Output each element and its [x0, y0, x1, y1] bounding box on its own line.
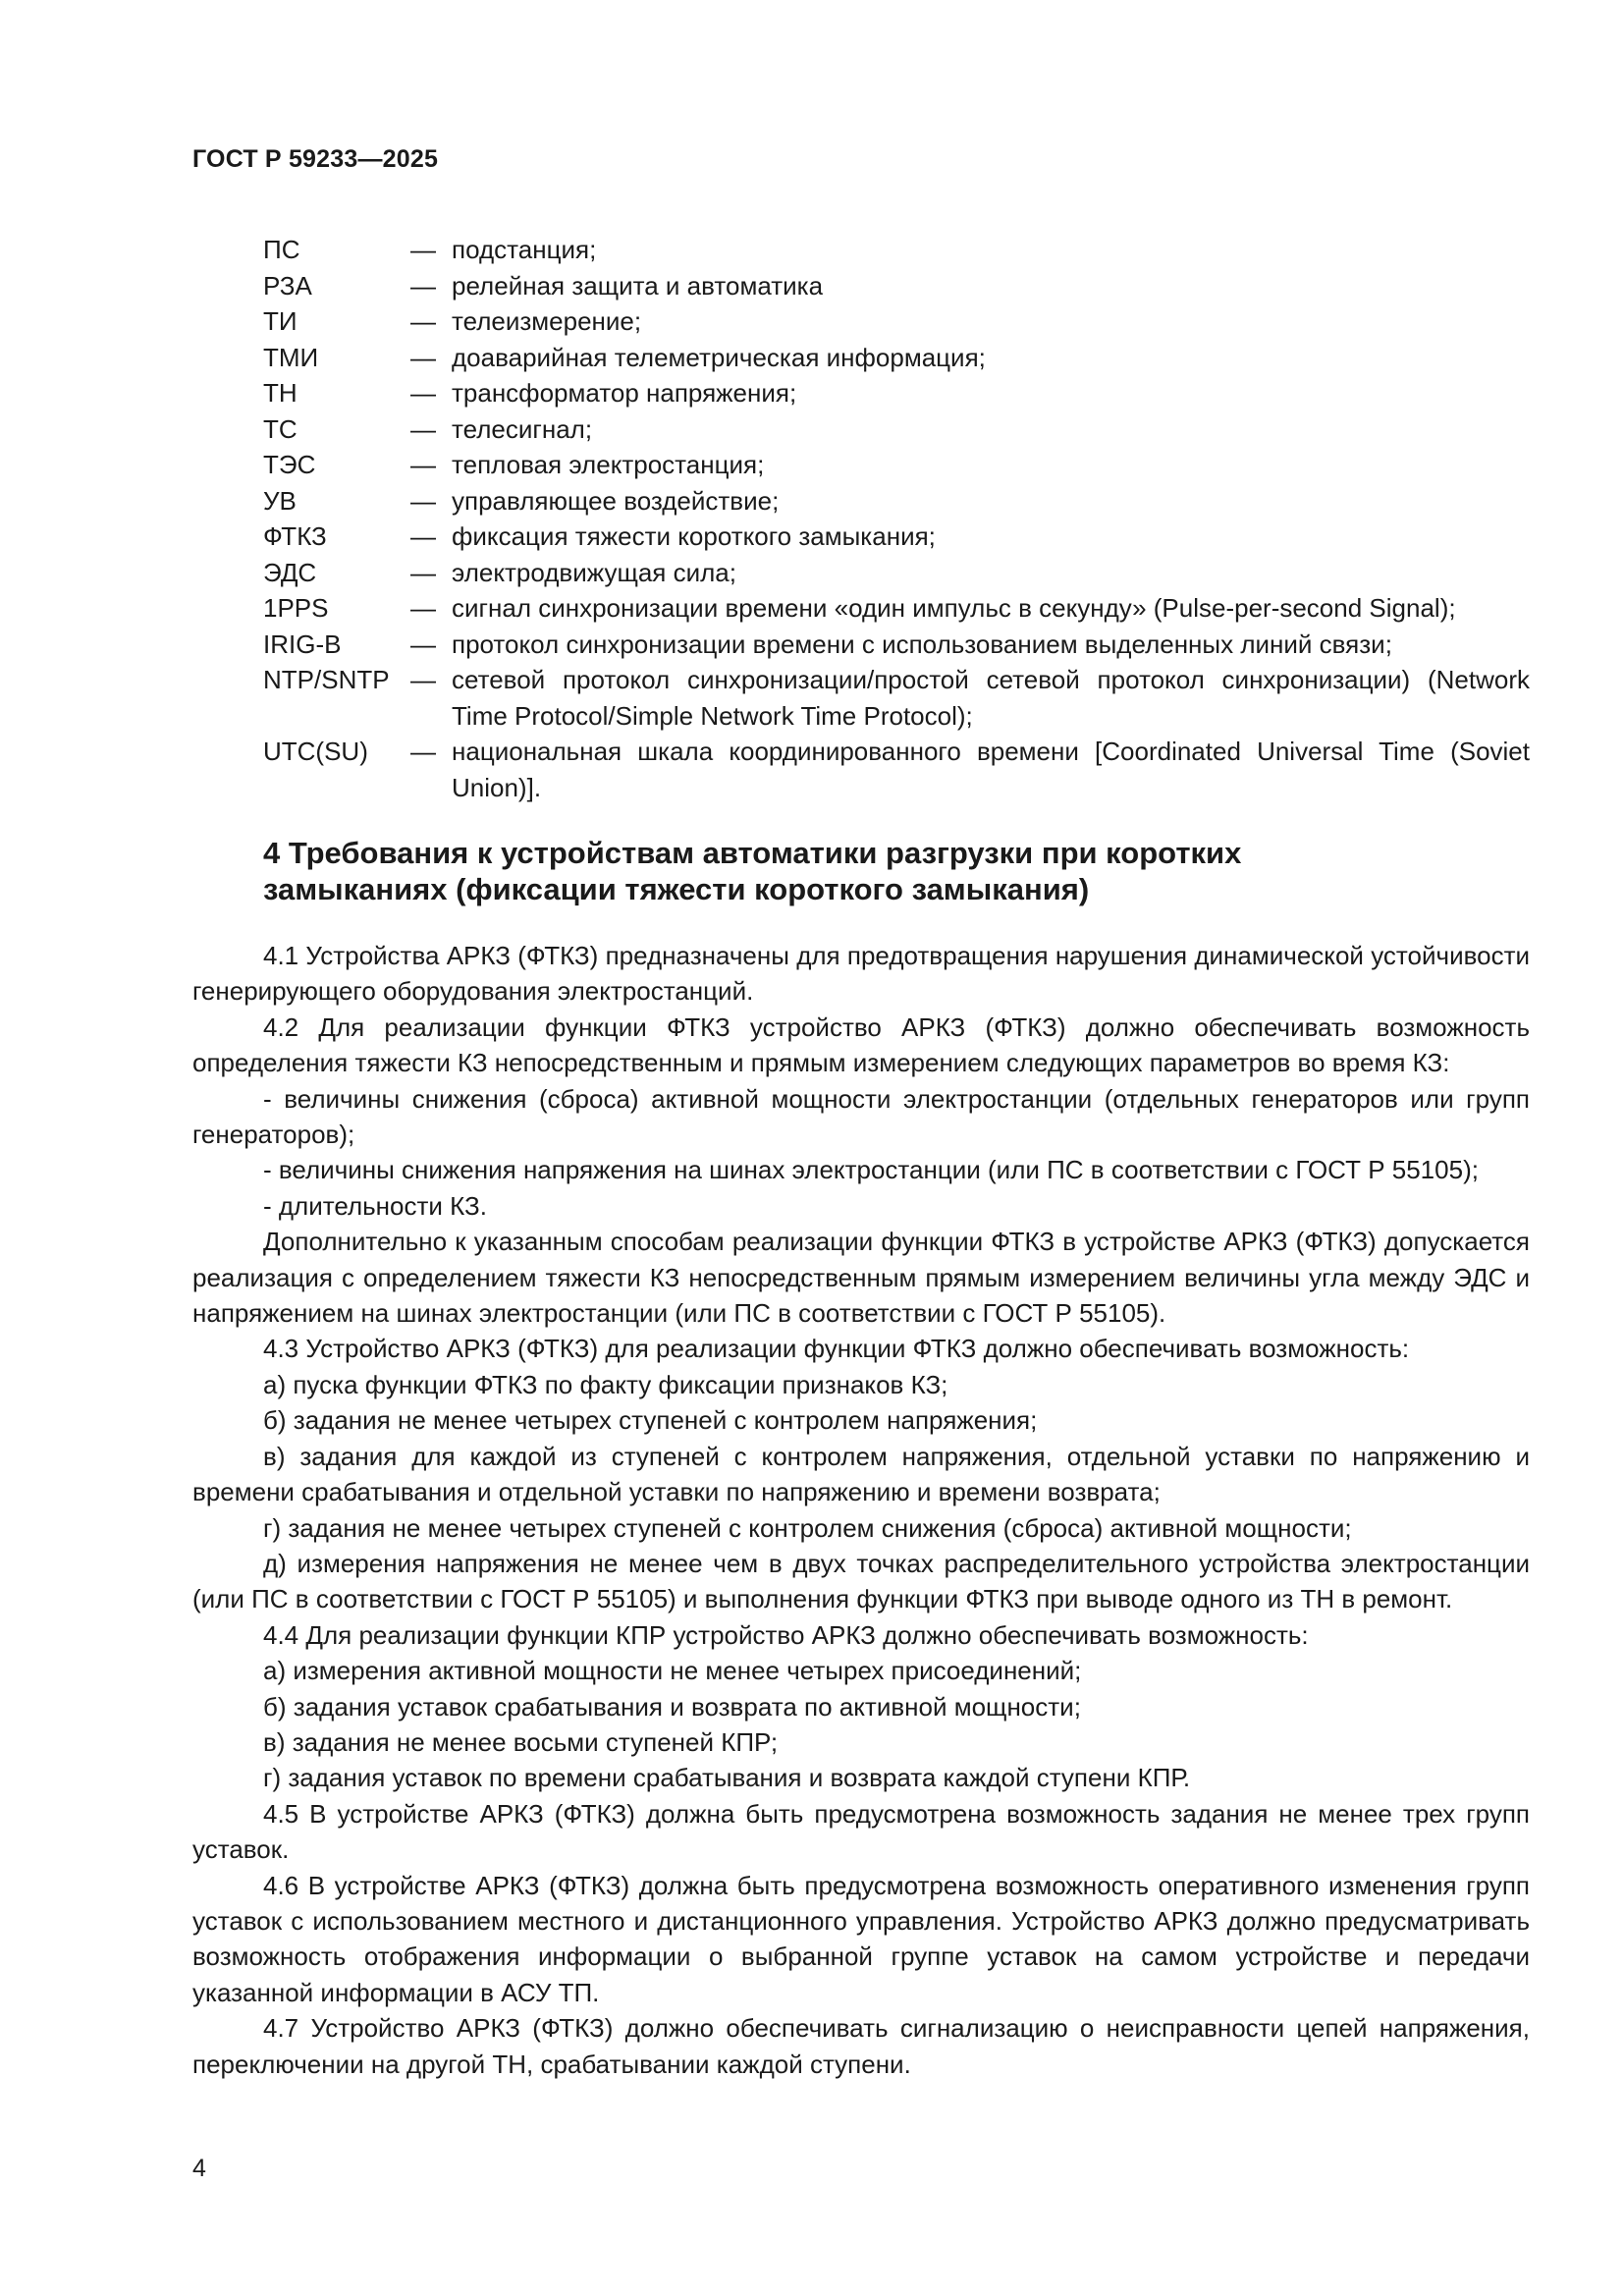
abbreviation-term: IRIG-B: [263, 629, 342, 659]
abbreviation-row: [263, 375, 1530, 411]
list-item: в) задания для каждой из ступеней с контролем напряжения, отдельной уставки по напряжению и времени срабатывания и отдельной уставки по напряжению и времени возврата;: [192, 1441, 1530, 1507]
abbreviation-definition: телесигнал;: [452, 413, 593, 444]
abbreviation-term: УВ: [263, 485, 297, 516]
abbreviation-dash: —: [410, 593, 436, 623]
paragraph: 4.3 Устройство АРКЗ (ФТКЗ) для реализации функции ФТКЗ должно обеспечивать возможность:: [263, 1334, 1410, 1364]
abbreviation-dash: —: [410, 235, 436, 264]
list-item: д) измерения напряжения не менее чем в двух точках распределительного устройства электростанции (или ПС в соответствии с ГОСТ Р 55105) и выполнения функции ФТКЗ при выводе одного из ТН в ремонт.: [192, 1548, 1530, 1614]
abbreviation-row: [263, 590, 1530, 627]
abbreviation-dash: —: [410, 665, 436, 694]
abbreviation-term: РЗА: [263, 270, 312, 301]
list-item: г) задания уставок по времени срабатывания и возврата каждой ступени КПР.: [263, 1763, 1191, 1793]
abbreviation-dash: —: [410, 521, 436, 551]
abbreviation-row: [263, 340, 1530, 376]
abbreviations-list: [263, 232, 1530, 805]
abbreviation-dash: —: [410, 306, 436, 336]
abbreviation-dash: —: [410, 485, 436, 516]
list-item: - величины снижения (сброса) активной мощности электростанции (отдельных генераторов или групп генераторов);: [192, 1083, 1530, 1150]
abbreviation-row: [263, 662, 1530, 734]
abbreviation-dash: —: [410, 378, 436, 408]
abbreviation-row: [263, 483, 1530, 519]
abbreviation-dash: —: [410, 342, 436, 372]
abbreviation-term: ФТКЗ: [263, 521, 327, 551]
section-heading: 4 Требования к устройствам автоматики разгрузки при коротких замыканиях (фиксации тяжести короткого замыкания): [263, 836, 1242, 906]
abbreviation-term: ТИ: [263, 306, 298, 336]
list-item: б) задания уставок срабатывания и возврата по активной мощности;: [263, 1691, 1081, 1722]
list-item: в) задания не менее восьми ступеней КПР;: [263, 1726, 779, 1757]
paragraph: 4.5 В устройстве АРКЗ (ФТКЗ) должна быть предусмотрена возможность задания не менее трех групп уставок.: [192, 1798, 1530, 1865]
paragraph: Дополнительно к указанным способам реализации функции ФТКЗ в устройстве АРКЗ (ФТКЗ) допускается реализация с определением тяжести КЗ непосредственным прямым измерением величины угла между ЭДС и напряжением на шинах электростанции (или ПС в соответствии с ГОСТ Р 55105).: [192, 1227, 1530, 1329]
abbreviation-term: ТЭС: [263, 450, 316, 479]
abbreviation-term: ТН: [263, 378, 298, 408]
abbreviation-definition: национальная шкала координированного времени [Coordinated Universal Time (Soviet Union)].: [452, 737, 1530, 802]
abbreviation-term: ПС: [263, 235, 300, 264]
abbreviation-definition: сетевой протокол синхронизации/простой сетевой протокол синхронизации) (Network Time Protocol/Simple Network Time Protocol);: [452, 665, 1530, 731]
abbreviation-dash: —: [410, 629, 436, 659]
abbreviation-dash: —: [410, 450, 436, 479]
abbreviation-dash: —: [410, 737, 436, 766]
abbreviation-term: ЭДС: [263, 557, 317, 587]
abbreviation-definition: релейная защита и автоматика: [452, 270, 824, 301]
page-number: 4: [192, 2155, 206, 2182]
abbreviation-definition: управляющее воздействие;: [452, 485, 780, 516]
abbreviation-row: [263, 734, 1530, 805]
abbreviation-definition: телеизмерение;: [452, 306, 642, 336]
section-body: [192, 938, 1530, 2082]
abbreviation-definition: фиксация тяжести короткого замыкания;: [452, 521, 936, 551]
list-item: г) задания не менее четырех ступеней с контролем снижения (сброса) активной мощности;: [263, 1512, 1352, 1543]
paragraph: 4.1 Устройства АРКЗ (ФТКЗ) предназначены для предотвращения нарушения динамической устойчивости генерирующего оборудования электростанций.: [192, 941, 1530, 1007]
list-item: а) измерения активной мощности не менее четырех присоединений;: [263, 1656, 1082, 1686]
paragraph: 4.6 В устройстве АРКЗ (ФТКЗ) должна быть предусмотрена возможность оперативного изменения групп уставок с использованием местного и дистанционного управления. Устройство АРКЗ должно предусматривать возможность отображения информации о выбранной группе уставок на самом устройстве и передачи указанной информации в АСУ ТП.: [192, 1870, 1530, 2007]
abbreviation-row: [263, 268, 1530, 304]
abbreviation-term: ТМИ: [263, 342, 319, 372]
abbreviation-row: [263, 411, 1530, 448]
list-item: б) задания не менее четырех ступеней с контролем напряжения;: [263, 1405, 1038, 1436]
list-item: а) пуска функции ФТКЗ по факту фиксации признаков КЗ;: [263, 1369, 948, 1399]
paragraph: 4.4 Для реализации функции КПР устройство АРКЗ должно обеспечивать возможность:: [263, 1619, 1309, 1650]
abbreviation-row: [263, 519, 1530, 555]
abbreviation-dash: —: [410, 413, 436, 444]
list-item: - длительности КЗ.: [263, 1190, 487, 1221]
abbreviation-dash: —: [410, 270, 436, 301]
abbreviation-definition: протокол синхронизации времени с использованием выделенных линий связи;: [452, 629, 1392, 659]
paragraph: 4.7 Устройство АРКЗ (ФТКЗ) должно обеспечивать сигнализацию о неисправности цепей напряжения, переключении на другой ТН, срабатывании каждой ступени.: [192, 2013, 1530, 2079]
abbreviation-row: [263, 447, 1530, 483]
list-item: - величины снижения напряжения на шинах электростанции (или ПС в соответствии с ГОСТ Р 55105);: [263, 1155, 1479, 1185]
abbreviation-definition: сигнал синхронизации времени «один импульс в секунду» (Pulse-per-second Signal);: [452, 593, 1456, 623]
abbreviation-row: [263, 627, 1530, 663]
abbreviation-definition: подстанция;: [452, 235, 597, 264]
abbreviation-definition: трансформатор напряжения;: [452, 378, 797, 408]
abbreviation-term: NTP/SNTP: [263, 665, 390, 694]
paragraph: 4.2 Для реализации функции ФТКЗ устройство АРКЗ (ФТКЗ) должно обеспечивать возможность определения тяжести КЗ непосредственным и прямым измерением следующих параметров во время КЗ:: [192, 1011, 1530, 1078]
abbreviation-definition: доаварийная телеметрическая информация;: [452, 342, 986, 372]
abbreviation-definition: тепловая электростанция;: [452, 450, 765, 479]
abbreviation-term: UTC(SU): [263, 737, 368, 766]
abbreviation-dash: —: [410, 557, 436, 587]
abbreviation-row: [263, 555, 1530, 591]
abbreviation-definition: электродвижущая сила;: [452, 557, 736, 587]
abbreviation-row: [263, 232, 1530, 268]
abbreviation-term: 1PPS: [263, 593, 329, 623]
document-code-header: ГОСТ Р 59233—2025: [192, 145, 439, 173]
abbreviation-term: ТС: [263, 413, 298, 444]
abbreviation-row: [263, 303, 1530, 340]
